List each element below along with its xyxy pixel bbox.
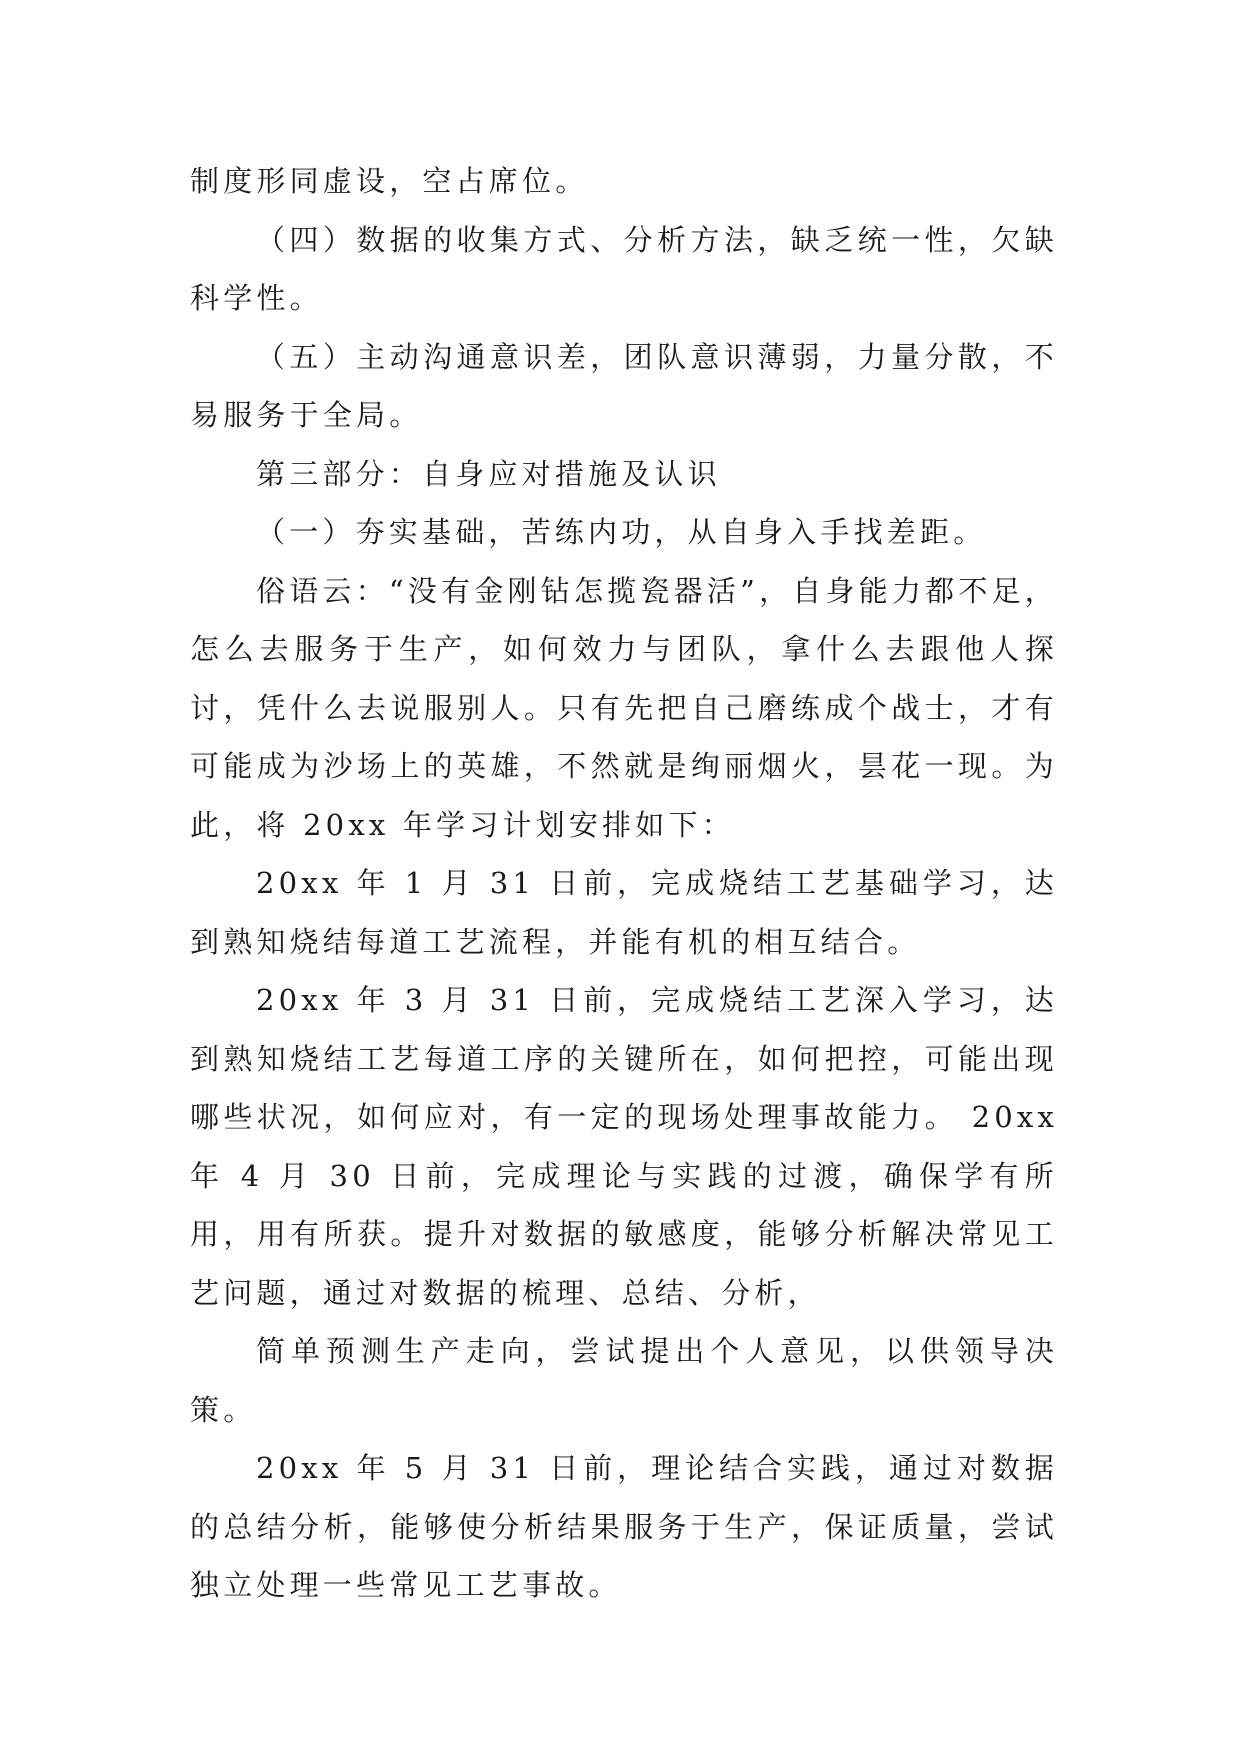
section-heading: 第三部分：自身应对措施及认识: [256, 456, 721, 491]
paragraph: 简单预测生产走向，尝试提出个人意见，以供领导决策。: [190, 1334, 1058, 1427]
paragraph: 制度形同虚设，空占席位。: [190, 164, 589, 198]
paragraph: （五）主动沟通意识差，团队意识薄弱，力量分散，不易服务于全局。: [190, 339, 1058, 432]
plan-item: 20xx 年 5 月 31 日前，理论结合实践，通过对数据的总结分析，能够使分析结果服务于生产，保证质量，尝试独立处理一些常见工艺事故。: [190, 1451, 1058, 1602]
subsection-heading: （一）夯实基础，苦练内功，从自身入手找差距。: [256, 515, 987, 549]
plan-item: 20xx 年 1 月 31 日前，完成烧结工艺基础学习，达到熟知烧结每道工艺流程，并能有机的相互结合。: [190, 866, 1058, 959]
plan-item: 20xx 年 3 月 31 日前，完成烧结工艺深入学习，达到熟知烧结工艺每道工序的关键所在，如何把控，可能出现哪些状况，如何应对，有一定的现场处理事故能力。 20xx 年 4 月 30 日前，完成理论与实践的过渡，确保学有所用，用有所获。提升对数据的敏感度，能够分析解决常见工艺问题，通过对数据的梳理、总结、分析，: [190, 983, 1058, 1310]
document-body: [190, 152, 1058, 1615]
paragraph: 俗语云：“没有金刚钻怎揽瓷器活”，自身能力都不足，怎么去服务于生产，如何效力与团队，拿什么去跟他人探讨，凭什么去说服别人。只有先把自己磨练成个战士，才有可能成为沙场上的英雄，不然就是绚丽烟火，昙花一现。为此，将 20xx 年学习计划安排如下：: [190, 573, 1058, 842]
paragraph: （四）数据的收集方式、分析方法，缺乏统一性，欠缺科学性。: [190, 222, 1058, 315]
